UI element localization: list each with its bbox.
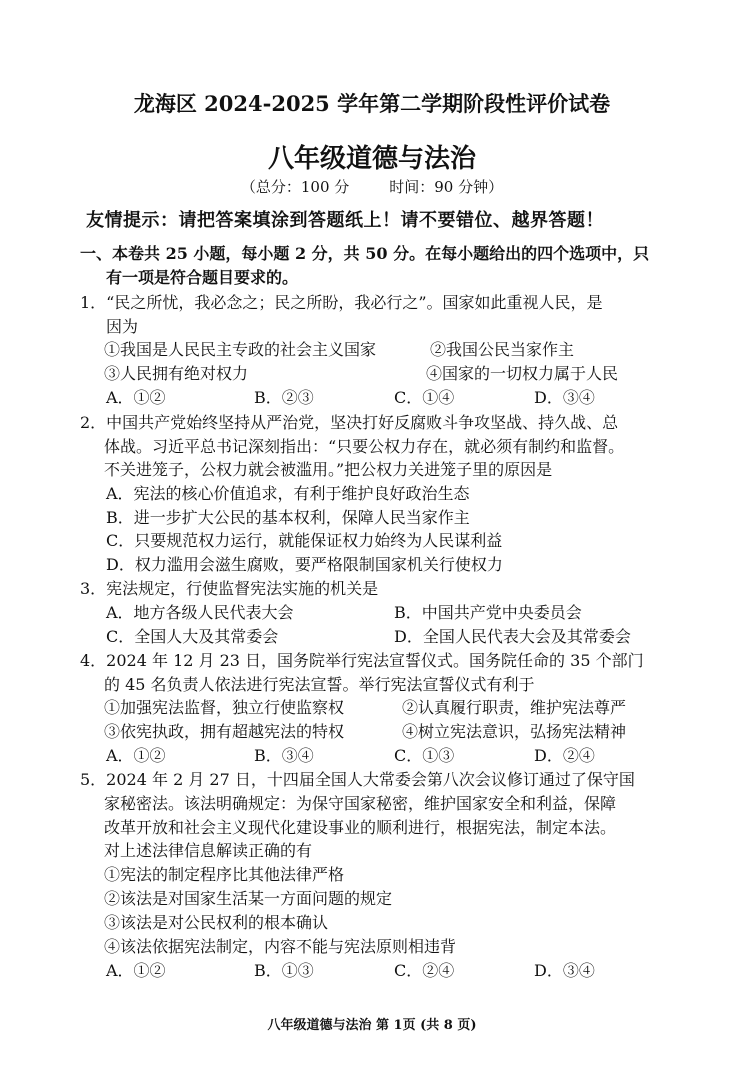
q1-option-b: B．②③ [254, 388, 314, 407]
q5-stem-line3: 改革开放和社会主义现代化建设事业的顺利进行，根据宪法，制定本法。 [104, 818, 617, 837]
q5-option-d: D．③④ [534, 961, 595, 980]
q5-statement-1: ①宪法的制定程序比其他法律严格 [104, 865, 345, 884]
q3-option-c: C．全国人大及其常委会 [106, 627, 279, 646]
q5-option-b: B．①③ [254, 961, 314, 980]
q1-option-a: A．①② [106, 388, 166, 407]
q5-statement-2: ②该法是对国家生活某一方面问题的规定 [104, 889, 393, 908]
friendly-tip: 友情提示：请把答案填涂到答题纸上！请不要错位、越界答题！ [86, 210, 604, 231]
q2-stem-line2: 体战。习近平总书记深刻指出：“只要公权力存在，就必须有制约和监督。 [104, 437, 625, 456]
q1-statement-2: ②我国公民当家作主 [430, 340, 575, 359]
q5-statement-4: ④该法依据宪法制定，内容不能与宪法原则相违背 [104, 937, 457, 956]
q5-option-a: A．①② [106, 961, 166, 980]
q5-option-c: C．②④ [394, 961, 455, 980]
q5-stem-line2: 家秘密法。该法明确规定：为保守国家秘密，维护国家安全和利益，保障 [104, 794, 617, 813]
q1-statement-3: ③人民拥有绝对权力 [104, 364, 249, 383]
q4-stem-line1: 4．2024 年 12 月 23 日，国务院举行宪法宣誓仪式。国务院任命的 35 个部门 [80, 651, 644, 670]
q1-option-d: D．③④ [534, 388, 595, 407]
total-score: （总分：100 分 [240, 178, 350, 196]
q2-option-d: D．权力滥用会滋生腐败，要严格限制国家机关行使权力 [106, 555, 503, 574]
q5-stem-line4: 对上述法律信息解读正确的有 [104, 841, 313, 860]
section-instruction-line1: 一、本卷共 25 小题，每小题 2 分，共 50 分。在每小题给出的四个选项中，只 [80, 244, 650, 263]
q4-statement-1: ①加强宪法监督，独立行使监察权 [104, 698, 345, 717]
q4-statement-4: ④树立宪法意识，弘扬宪法精神 [402, 722, 627, 741]
q2-stem-line3: 不关进笼子，公权力就会被滥用。”把公权力关进笼子里的原因是 [104, 460, 553, 479]
q4-option-d: D．②④ [534, 746, 595, 765]
q1-stem-line2: 因为 [106, 317, 139, 336]
q2-option-b: B．进一步扩大公民的基本权利，保障人民当家作主 [106, 508, 470, 527]
q4-option-b: B．③④ [254, 746, 314, 765]
q4-statement-2: ②认真履行职责，维护宪法尊严 [402, 698, 627, 717]
q2-stem-line1: 2．中国共产党始终坚持从严治党，坚决打好反腐败斗争攻坚战、持久战、总 [80, 413, 619, 432]
q4-option-c: C．①③ [394, 746, 455, 765]
subject-title: 八年级道德与法治 [267, 144, 476, 174]
q3-option-a: A．地方各级人民代表大会 [106, 603, 294, 622]
q3-option-d: D．全国人民代表大会及其常委会 [394, 627, 631, 646]
q1-statement-4: ④国家的一切权力属于人民 [426, 364, 619, 383]
q3-stem: 3．宪法规定，行使监督宪法实施的机关是 [80, 579, 379, 598]
q2-option-c: C．只要规范权力运行，就能保证权力始终为人民谋利益 [106, 531, 503, 550]
q2-option-a: A．宪法的核心价值追求，有利于维护良好政治生态 [106, 484, 470, 503]
q3-option-b: B．中国共产党中央委员会 [394, 603, 582, 622]
q5-stem-line1: 5．2024 年 2 月 27 日，十四届全国人大常委会第八次会议修订通过了保守国 [80, 770, 635, 789]
q4-stem-line2: 的 45 名负责人依法进行宪法宣誓。举行宪法宣誓仪式有利于 [104, 675, 535, 694]
q1-statement-1: ①我国是人民民主专政的社会主义国家 [104, 340, 377, 359]
exam-time: 时间：90 分钟） [389, 178, 504, 196]
exam-meta [0, 176, 744, 197]
q4-option-a: A．①② [106, 746, 166, 765]
q5-statement-3: ③该法是对公民权利的根本确认 [104, 913, 329, 932]
section-instruction-line2: 有一项是符合题目要求的。 [106, 268, 299, 287]
exam-title: 龙海区 2024-2025 学年第二学期阶段性评价试卷 [133, 91, 611, 116]
q1-option-c: C．①④ [394, 388, 455, 407]
q4-statement-3: ③依宪执政，拥有超越宪法的特权 [104, 722, 345, 741]
page-footer: 八年级道德与法治 第 1页 (共 8 页) [267, 1018, 477, 1033]
q1-stem-line1: 1．“民之所忧，我必念之；民之所盼，我必行之”。国家如此重视人民，是 [80, 293, 603, 312]
